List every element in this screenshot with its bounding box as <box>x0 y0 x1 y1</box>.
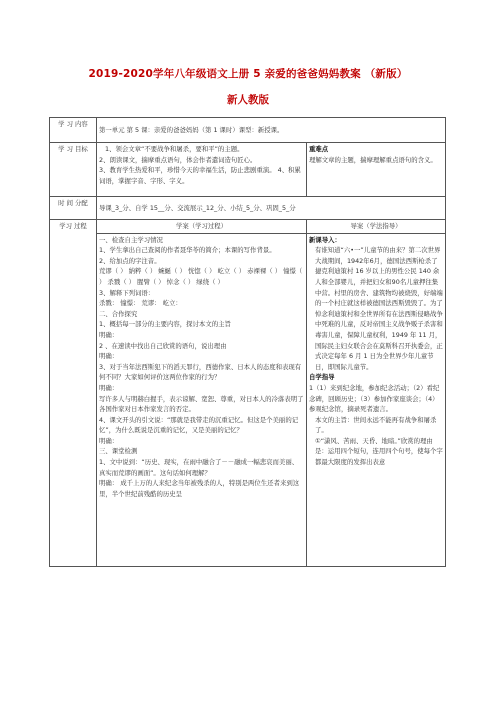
process-line: 明确： <box>99 330 119 339</box>
process-line: 4、课文开头的引文说：“那就是我带走的沉重记忆。但这是个美丽的记忆”，为什么既说是沉重的记忆，又是美丽的记忆？ <box>99 415 299 435</box>
process-line: 写许多人与明赫白握手，表示谅解、宽恕、尊重，对日本人的冷落表明了各国作家对日本作家发言的否定。 <box>99 394 304 414</box>
label-time: 时 间 分配 <box>50 197 97 220</box>
process-line: 1、文中说到：“历史、现实，在雨中融合了－－融成一幅悲哀而美丽、真实而荒谬的画面”。这句话如何理解？ <box>99 458 299 477</box>
goals-cell <box>97 143 307 197</box>
key-points-cell <box>307 143 446 197</box>
key-points-title: 重难点 <box>309 145 329 153</box>
process-line: 1、学生拿出自己查阅的作者聂华苓的简介；本课的写作背景。 <box>99 246 276 255</box>
process-line: 明确： <box>99 383 119 392</box>
goal-item-1: 1、领会文章“不要战争和屠杀，要和平”的主题。 <box>105 145 244 153</box>
process-line: 3、解释下列词语： <box>99 288 155 297</box>
process-line: 杀戮： 憧憬： 荒谬： 屹立： <box>99 299 182 308</box>
lesson-intro-text: 有谁知道“六•一”儿童节的由来？第二次世界大战期间，1942年6月，德国法西斯枪杀了捷克利迪策村 16 岁以上的男性公民 140 余人和全部婴儿，并把妇女和90名儿童押往集中营。村里的房舍、建筑物均被烧毁，好端端的一个村庄就这样被德国法西斯毁毁了。为了悼念利迪策村和全世界所有在法西斯侵略战争中死难的儿童，反对帝国主义战争贩子杀害和毒害儿童，保障儿童权利，1949 年 11 月，国际民主妇女联合会在莫斯科召开执委会，正式决定每年 6 月 1 日为全世界少年儿童节日，即国际儿童节。 <box>315 246 443 371</box>
goal-item-2: 2、朗读课文，揣摩重点语句，体会作者遣词造句匠心。 <box>99 155 257 164</box>
row-process <box>50 233 446 566</box>
label-goals: 学 习 目标 <box>50 143 97 197</box>
appreciation-text: ①“潇风、苦雨、天昏、地暗。”欣赏的理由是：运用四个短句，连用四个句号，使每个字都最大限度的发挥出表意 <box>315 436 443 467</box>
row-content <box>50 118 446 143</box>
theme-text: 本文的主旨：世间永远不能再有战争和屠杀了。 <box>315 415 437 435</box>
content-text: 第一单元 第 5 课：亲爱的爸爸妈妈（第 1 课时）课型：新授课。 <box>97 118 446 143</box>
label-content: 学 习 内容 <box>50 118 97 143</box>
row-time <box>50 197 446 220</box>
label-process: 学习 过程 <box>50 220 97 567</box>
process-line: 二、合作探究 <box>99 309 138 318</box>
document-title: 2019-2020学年八年级语文上册 5 亲爱的爸爸妈妈教案 （新版） <box>88 68 408 80</box>
process-line: 3、对于当年法西斯犯下的滔天罪行，西德作家、日本人的态度和表现有何不同？大家如何评价这两位作家的行为？ <box>99 362 302 382</box>
process-line: 荒谬（ ） 納粹（ ） 蜿蜒（ ） 恍惚（ ） 屹立（ ） 赤裸裸（ ） 憧憬（ ） 杀戮（ ） 腥臂（ ） 悼念（ ） 绿绕（ ） <box>99 267 303 286</box>
process-line: 2、给加点的字注音。 <box>99 256 161 265</box>
right-column-header: 导案（学法指导） <box>307 220 446 234</box>
row-goals <box>50 143 446 197</box>
learning-process-cell <box>97 233 307 566</box>
process-line: 三、课堂检测 <box>99 447 138 456</box>
document-subtitle: 新人教版 <box>227 94 269 106</box>
guidance-cell <box>307 233 446 566</box>
process-line: 1、概括每一部分的主要内容，探讨本文的主旨 <box>99 320 231 329</box>
lesson-intro-title: 新课导入： <box>309 235 341 244</box>
process-line: 明确： 成千上万的人来纪念当年被残杀的人，特别是两位生还者来到这里，半个世纪前残酷的历史呈 <box>99 479 300 498</box>
process-line: 一、检查自主学习情况 <box>99 235 163 244</box>
row-process-header <box>50 220 446 234</box>
time-text: 导课_3_分、自学 15__分、交流展示_12_分、小结_5_分、巩固_5_分 <box>97 197 446 220</box>
self-study-text: 1（1）来到纪念地，参加纪念活动；（2）看纪念碑，回顾历史；（3）参加作家座谈会；（4）参观纪念馆，摘录死者遗言。 <box>309 383 440 414</box>
process-line: 明确： <box>99 352 119 361</box>
key-points-text: 理解文章的主题，揣摩理解重点语句的含义。 <box>309 155 437 164</box>
process-line: 2 、在速读中找出自己欣赏的语句，说出理由 <box>99 341 227 350</box>
self-study-title: 自学指导 <box>309 373 335 382</box>
goal-item-3: 3、教育学生热爱和平，珍惜今天的幸福生活，防止悲剧重演。 4、积累词语，掌握字音、字形、字义。 <box>99 166 301 185</box>
guidance-text <box>309 235 443 565</box>
lesson-plan-table <box>49 117 446 567</box>
process-line: 明确： <box>99 436 119 445</box>
left-column-header: 学案（学习过程） <box>97 220 307 234</box>
learning-process-text <box>99 235 304 565</box>
